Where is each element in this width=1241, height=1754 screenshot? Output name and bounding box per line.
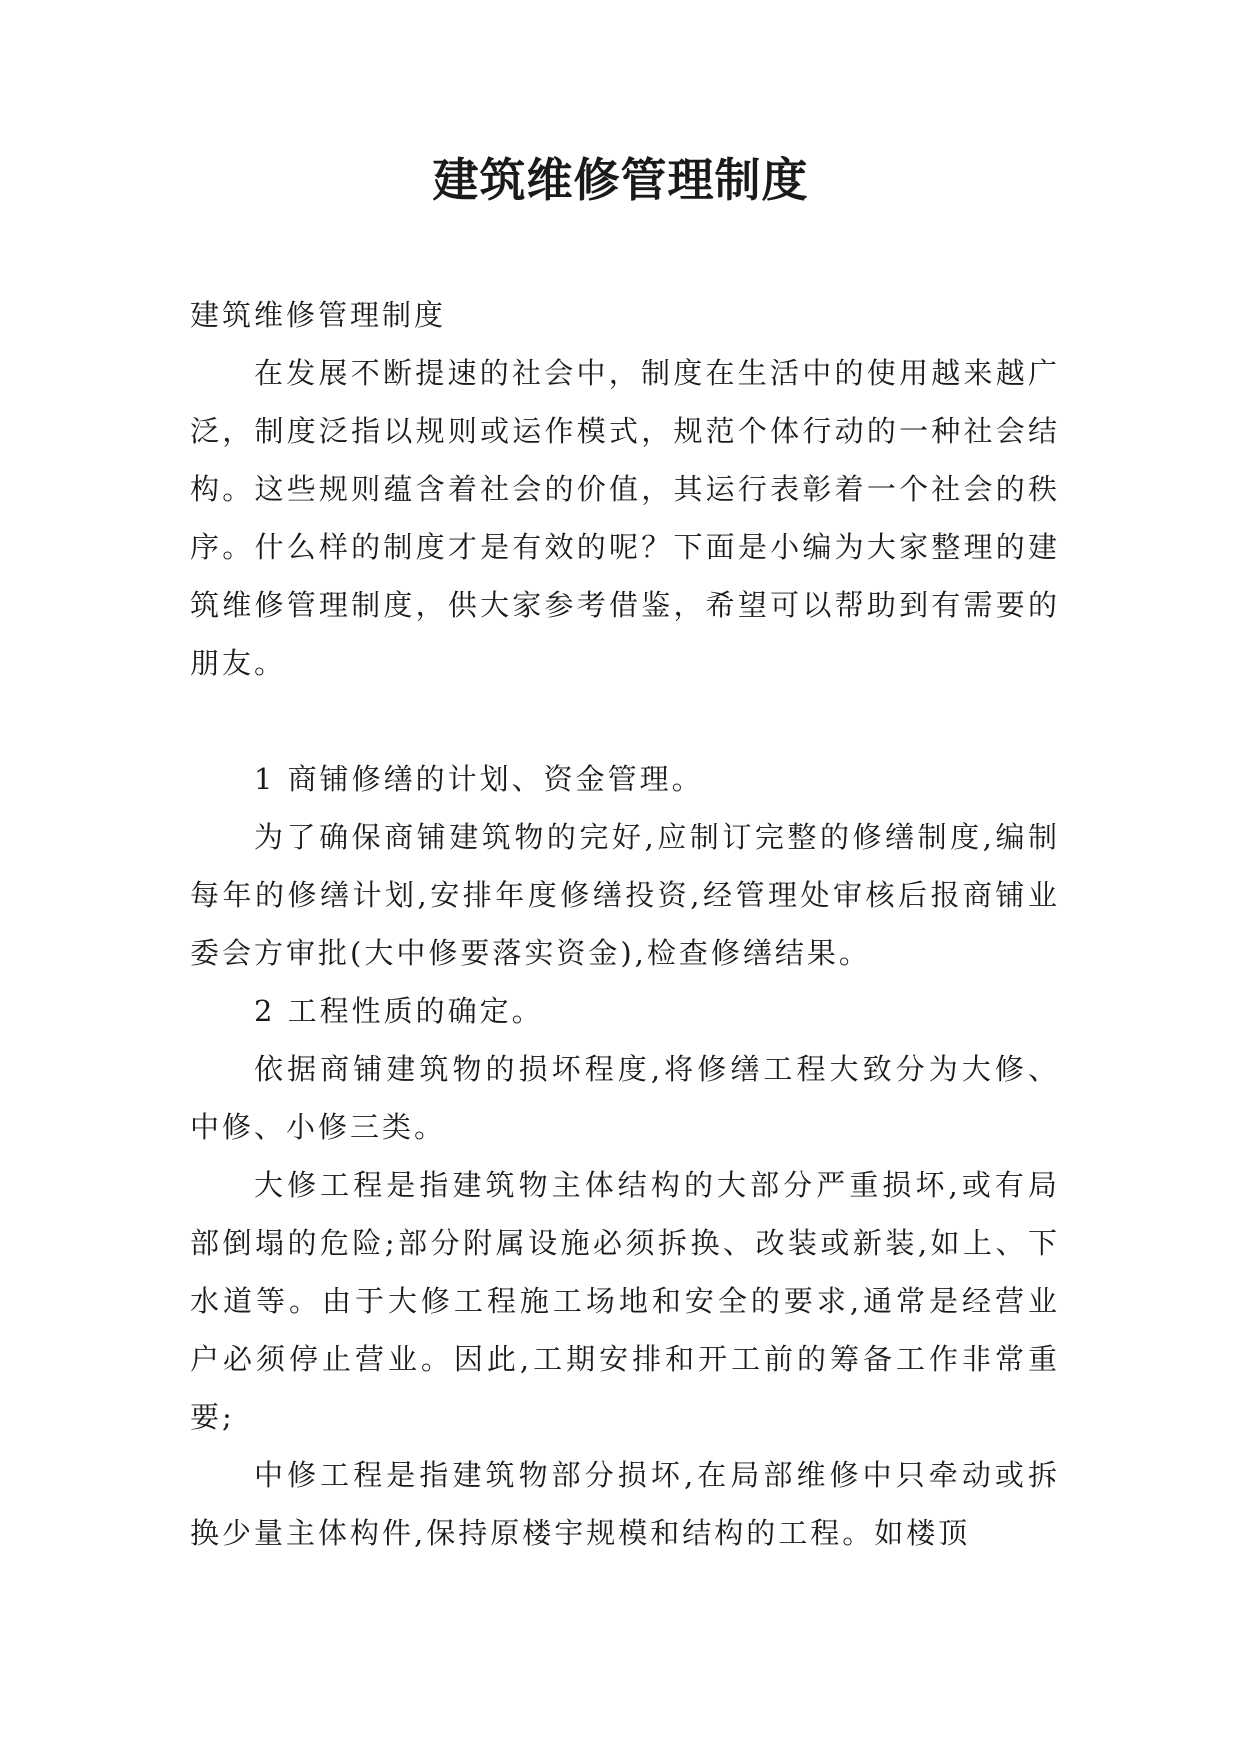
document-body: [190, 286, 1060, 1562]
section-heading-2: 2 工程性质的确定。: [254, 994, 544, 1028]
body-heading: 建筑维修管理制度: [190, 298, 447, 332]
major-repair-paragraph: 大修工程是指建筑物主体结构的大部分严重损坏,或有局部倒塌的危险;部分附属设施必须拆换、改装或新装,如上、下水道等。由于大修工程施工场地和安全的要求,通常是经营业户必须停止营业。因此,工期安排和开工前的筹备工作非常重要;: [190, 1168, 1060, 1434]
section-heading-1: 1 商铺修缮的计划、资金管理。: [254, 762, 704, 796]
section-2-paragraph: 依据商铺建筑物的损坏程度,将修缮工程大致分为大修、中修、小修三类。: [190, 1052, 1060, 1144]
blank-line: [190, 692, 1060, 750]
section-1-paragraph: 为了确保商铺建筑物的完好,应制订完整的修缮制度,编制每年的修缮计划,安排年度修缮投资,经管理处审核后报商铺业委会方审批(大中修要落实资金),检查修缮结果。: [190, 820, 1060, 970]
document-title: 建筑维修管理制度: [432, 153, 809, 207]
intro-paragraph: 在发展不断提速的社会中，制度在生活中的使用越来越广泛，制度泛指以规则或运作模式，规范个体行动的一种社会结构。这些规则蕴含着社会的价值，其运行表彰着一个社会的秩序。什么样的制度才是有效的呢？下面是小编为大家整理的建筑维修管理制度，供大家参考借鉴，希望可以帮助到有需要的朋友。: [190, 356, 1060, 680]
medium-repair-paragraph: 中修工程是指建筑物部分损坏,在局部维修中只牵动或拆换少量主体构件,保持原楼宇规模和结构的工程。如楼顶: [190, 1458, 1060, 1550]
